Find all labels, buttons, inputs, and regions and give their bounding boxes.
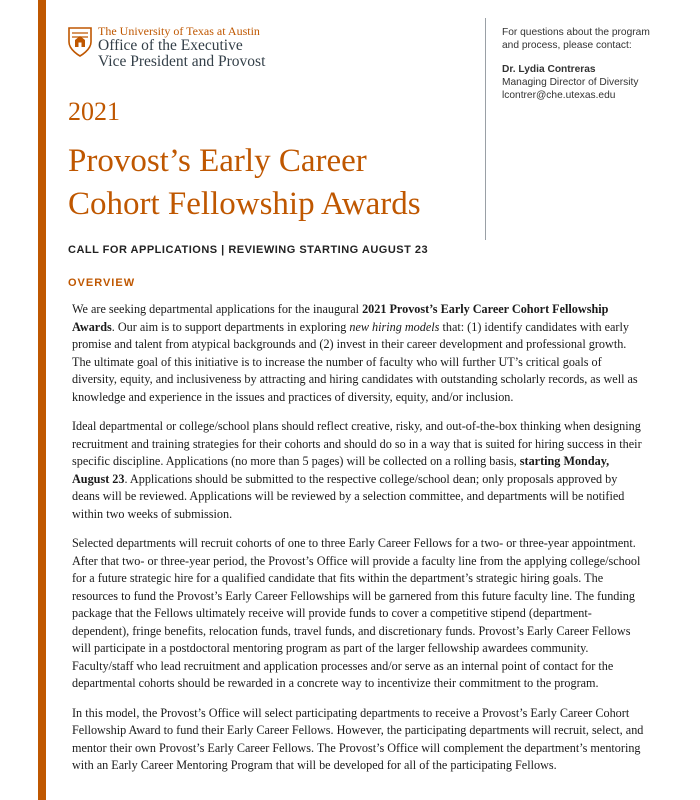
contact-block bbox=[502, 26, 692, 102]
paragraph-2 bbox=[72, 418, 647, 523]
p1-bold-award-name: 2021 Provost’s Early Career Cohort Fellowship Awards bbox=[72, 302, 609, 334]
contact-question-line-2: and process, please contact: bbox=[502, 40, 632, 51]
contact-email[interactable]: lcontrer@che.utexas.edu bbox=[502, 90, 616, 101]
title-line-2: Cohort Fellowship Awards bbox=[68, 186, 421, 222]
paragraph-4: In this model, the Provost’s Office will select participating departments to receive a Provost’s Early Career Cohort Fellowship Award to fund their Early Career Fellows. However, the participating departments will recruit, select, and mentor their own Provost’s Early Career Fellows. The Provost’s Office will complement the department’s mentoring with an Early Career Mentoring Program that will be developed for all of the participating Fellows. bbox=[72, 705, 644, 772]
accent-sidebar-bar bbox=[38, 0, 46, 800]
title-line-1: Provost’s Early Career bbox=[68, 143, 367, 179]
institution-header bbox=[68, 25, 265, 70]
contact-role: Managing Director of Diversity bbox=[502, 77, 639, 88]
vertical-divider bbox=[485, 18, 486, 240]
office-name-line-2: Vice President and Provost bbox=[98, 53, 266, 70]
document-title bbox=[68, 140, 421, 226]
shield-icon bbox=[68, 27, 92, 57]
p1-text-a: We are seeking departmental applications for the inaugural bbox=[72, 302, 363, 316]
call-for-applications: CALL FOR APPLICATIONS | REVIEWING STARTING AUGUST 23 bbox=[68, 244, 429, 256]
p2-bold-start-date: starting Monday, August 23 bbox=[72, 454, 610, 486]
p1-text-e: that: (1) identify candidates with early promise and talent from atypical backgrounds and (2) invest in their career development and professional growth. The ultimate goal of this initiative is to increase the number of faculty who will further UT’s critical goals of diversity, equity, and inclusiveness by attracting and hiring candidates with outstanding scholarly records, as well as knowledge and experience in the issues and practices of diversity, equity, and/or inclusion. bbox=[72, 319, 638, 404]
p1-text-c: . Our aim is to support departments in exploring bbox=[111, 319, 350, 334]
section-heading-overview: OVERVIEW bbox=[68, 277, 136, 289]
paragraph-3: Selected departments will recruit cohorts of one to three Early Career Fellows for a two- or three-year appointment. After that two- or three-year period, the Provost’s Office will provide a faculty line from the applying college/school for a future strategic hire for a qualified candidate that fits within the department’s strategic hiring goals. The resources to fund the Provost’s Early Career Fellowships will be garnered from this future faculty line. The funding package that the Fellows ultimately receive will provide funds to cover a competitive stipend (department-dependent), fringe benefits, relocation funds, travel funds, and discretionary funds. Provost’s Early Career Fellows will participate in a postdoctoral mentoring program as part of the larger fellowship awardees community. Faculty/staff who lead recruitment and application processes and/or serve as an internal point of contact for the departmental cohorts should be rewarded in a concrete way to incentivize their commitment to the program. bbox=[72, 536, 641, 690]
office-name-line-1: Office of the Executive bbox=[98, 37, 243, 54]
p1-italic-hiring-models: new hiring models bbox=[349, 319, 440, 334]
award-year: 2021 bbox=[68, 97, 120, 126]
p2-text-a: Ideal departmental or college/school plans should reflect creative, risky, and out-of-the-box thinking when designing recruitment and training strategies for their cohorts and should do so in a way that is suited for hiring success in their specific discipline. Applications (no more than 5 pages) will be collected on a rolling basis, bbox=[72, 419, 642, 468]
paragraph-1 bbox=[72, 301, 647, 406]
contact-question-line-1: For questions about the program bbox=[502, 27, 650, 38]
office-name-block bbox=[98, 25, 265, 70]
body-text bbox=[72, 301, 647, 787]
p2-text-c: . Applications should be submitted to the respective college/school dean; only proposals approved by deans will be reviewed. Applications will be reviewed by a selection committee, and departments will be notified within two weeks of submission. bbox=[72, 471, 625, 521]
university-name: The University of Texas at Austin bbox=[98, 24, 260, 38]
contact-name: Dr. Lydia Contreras bbox=[502, 64, 596, 75]
